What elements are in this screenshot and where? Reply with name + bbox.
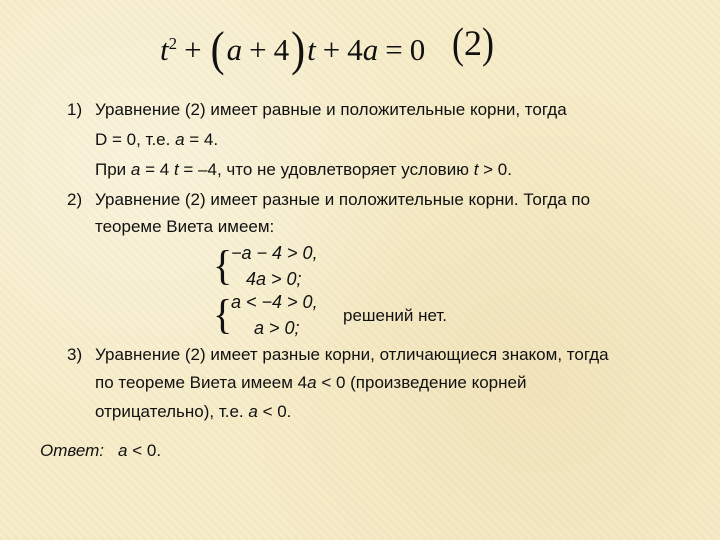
item3-line3: отрицательно), т.е. a < 0.: [95, 402, 292, 421]
answer-label: Ответ:: [40, 441, 105, 460]
answer-relation: < 0.: [127, 441, 162, 460]
formula-equals: =: [385, 32, 403, 67]
answer-line: [40, 441, 161, 461]
item1-line3: При a = 4 t = –4, что не удовлетворяет условию t > 0.: [95, 160, 512, 179]
item1-line1: Уравнение (2) имеет равные и положительные корни, тогда: [95, 100, 567, 119]
answer-var: a: [118, 441, 128, 460]
item-number: 3): [67, 345, 83, 364]
formula-plus: +: [184, 32, 202, 67]
formula-plus: +: [249, 32, 267, 67]
formula-right-paren: ): [291, 23, 306, 77]
system-brace: {: [213, 241, 233, 290]
equation-formula: [160, 23, 426, 77]
formula-var-a: a: [226, 32, 243, 67]
formula-var-a: a: [362, 32, 379, 67]
formula-plus: +: [322, 32, 341, 67]
system-brace: {: [213, 290, 233, 339]
formula-number: 4: [273, 32, 290, 67]
system2-row2: a > 0;: [254, 318, 300, 338]
formula-exponent: 2: [168, 34, 178, 53]
formula-zero: 0: [409, 32, 426, 67]
formula-var-t: t: [160, 32, 169, 67]
item-number: 1): [67, 100, 83, 119]
item2-line2: теореме Виета имеем:: [95, 217, 275, 236]
formula-left-paren: (: [210, 23, 225, 77]
item-number: 2): [67, 190, 83, 209]
item1-line2: D = 0, т.е. a = 4.: [95, 130, 219, 149]
formula-number: 4: [347, 32, 363, 67]
equation-number: (2): [452, 19, 494, 67]
system1-row2: 4a > 0;: [246, 269, 302, 289]
item3-line2: по теореме Виета имеем 4a < 0 (произведение корней: [95, 373, 527, 392]
item3-line1: Уравнение (2) имеет разные корни, отличающиеся знаком, тогда: [95, 345, 609, 364]
item2-line1: Уравнение (2) имеет разные и положительные корни. Тогда по: [95, 190, 591, 209]
system1-row1: −a − 4 > 0,: [231, 243, 318, 263]
no-solutions-text: решений нет.: [343, 306, 448, 325]
formula-var-t: t: [307, 32, 316, 67]
system2-row1: a < −4 > 0,: [231, 292, 318, 312]
